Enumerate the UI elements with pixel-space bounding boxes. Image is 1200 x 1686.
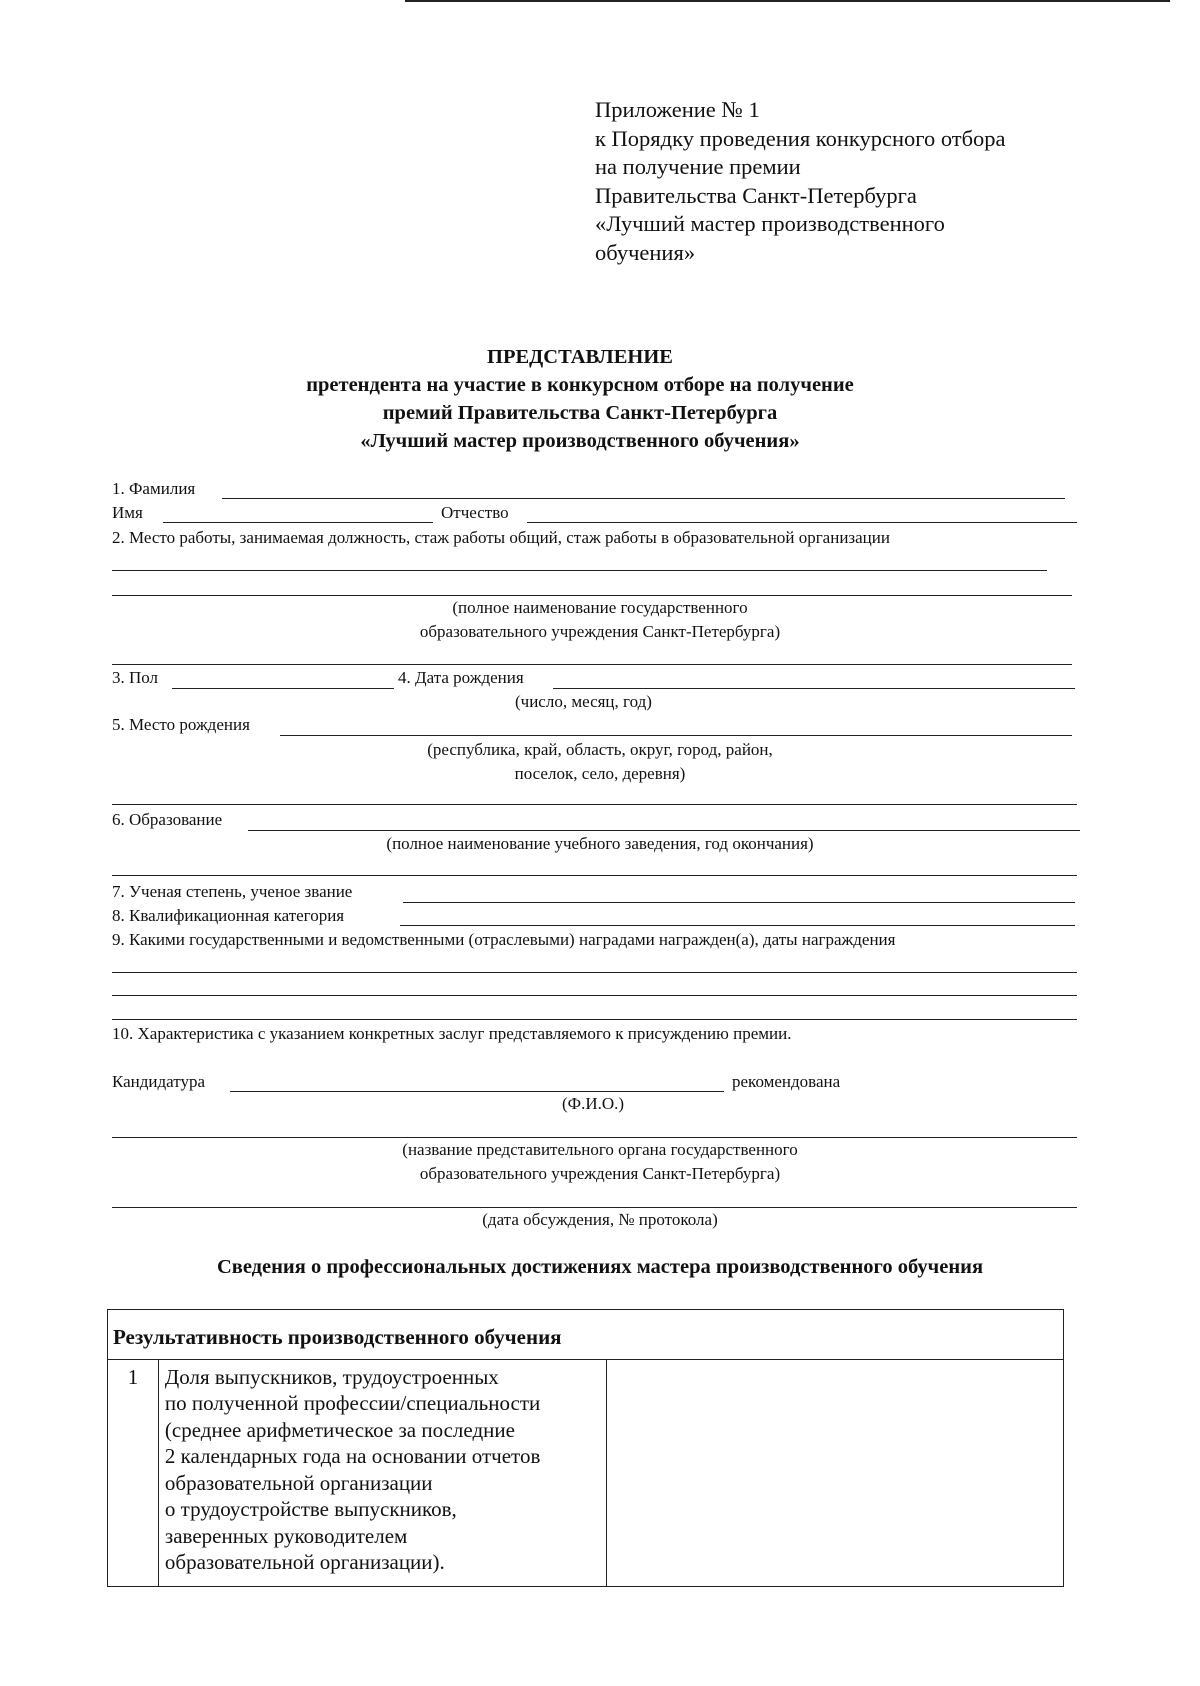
annex-line: обучения»	[595, 239, 696, 265]
birth-place-label: 5. Место рождения	[112, 715, 250, 734]
row-description-line: о трудоустройстве выпускников,	[164, 1497, 457, 1521]
achievements-table	[107, 1309, 1064, 1587]
birth-place-field-line[interactable]	[112, 804, 1077, 805]
annex-heading	[595, 96, 1006, 267]
birth-date-field[interactable]	[553, 688, 1075, 689]
surname-label: 1. Фамилия	[112, 479, 196, 498]
degree-field[interactable]	[403, 902, 1075, 903]
annex-line: на получение премии	[595, 154, 801, 179]
top-border-rule	[405, 0, 1170, 2]
body-caption: (название представительного органа государственного	[402, 1140, 798, 1159]
date-caption: (дата обсуждения, № протокола)	[482, 1210, 718, 1229]
name-label: Имя	[112, 503, 143, 522]
awards-field-line[interactable]	[112, 972, 1077, 973]
row-description-line: образовательной организации	[164, 1470, 433, 1495]
name-field[interactable]	[163, 522, 433, 523]
workplace-field-line[interactable]	[112, 664, 1072, 665]
sex-label: 3. Пол	[112, 668, 159, 687]
education-caption: (полное наименование учебного заведения, год окончания)	[386, 834, 814, 853]
fio-caption: (Ф.И.О.)	[562, 1094, 625, 1113]
birth-place-caption: (республика, край, область, округ, город, район,	[427, 740, 773, 759]
recommended-label: рекомендована	[732, 1072, 841, 1091]
row-description-line: заверенных руководителем	[164, 1523, 408, 1548]
workplace-label: 2. Место работы, занимаемая должность, стаж работы общий, стаж работы в образовательной организации	[112, 528, 890, 547]
education-field[interactable]	[248, 830, 1080, 831]
row-description-line: по полученной профессии/специальности	[164, 1391, 541, 1415]
row-value-cell[interactable]	[606, 1359, 1063, 1586]
row-description-line: (среднее арифметическое за последние	[164, 1417, 515, 1442]
section-title: Сведения о профессиональных достижениях мастера производственного обучения	[216, 1256, 984, 1278]
degree-label: 7. Ученая степень, ученое звание	[112, 882, 353, 901]
workplace-field-line[interactable]	[112, 570, 1047, 571]
row-description	[158, 1359, 606, 1586]
category-label: 8. Квалификационная категория	[112, 906, 345, 925]
row-description-line: образовательной организации).	[164, 1550, 445, 1574]
candidacy-field[interactable]	[230, 1091, 724, 1092]
row-number: 1	[108, 1359, 159, 1586]
workplace-caption: (полное наименование государственного	[452, 598, 748, 617]
document-title: ПРЕДСТАВЛЕНИЕ	[487, 346, 673, 368]
row-description-line: 2 календарных года на основании отчетов	[164, 1444, 541, 1468]
body-caption: образовательного учреждения Санкт-Петербурга)	[419, 1164, 781, 1183]
sex-field[interactable]	[172, 688, 394, 689]
birth-date-caption: (число, месяц, год)	[515, 692, 652, 711]
surname-field[interactable]	[222, 498, 1065, 499]
annex-line: «Лучший мастер производственного	[595, 211, 945, 236]
awards-field-line[interactable]	[112, 995, 1077, 996]
document-subtitle-line: премий Правительства Санкт-Петербурга	[382, 402, 778, 424]
document-subtitle-line: претендента на участие в конкурсном отборе на получение	[306, 374, 854, 396]
awards-field-line[interactable]	[112, 1019, 1077, 1020]
education-label: 6. Образование	[112, 810, 223, 829]
awards-label: 9. Какими государственными и ведомственными (отраслевыми) наградами награжден(а), даты награждения	[112, 930, 896, 949]
birth-place-caption: поселок, село, деревня)	[514, 764, 686, 783]
annex-line: Правительства Санкт-Петербурга	[595, 182, 917, 208]
annex-line: Приложение № 1	[595, 97, 760, 122]
category-field[interactable]	[400, 925, 1075, 926]
row-description-line: Доля выпускников, трудоустроенных	[164, 1364, 499, 1389]
table-row	[108, 1359, 1064, 1586]
characteristic-label: 10. Характеристика с указанием конкретных заслуг представляемого к присуждению премии.	[112, 1024, 792, 1043]
table-header-row	[108, 1310, 1064, 1360]
candidacy-label: Кандидатура	[112, 1072, 206, 1091]
annex-line: к Порядку проведения конкурсного отбора	[595, 125, 1006, 151]
education-field-line[interactable]	[112, 875, 1077, 876]
patronymic-field[interactable]	[527, 522, 1077, 523]
workplace-caption: образовательного учреждения Санкт-Петербурга)	[419, 622, 781, 641]
birth-place-field[interactable]	[280, 735, 1072, 736]
document-subtitle-line: «Лучший мастер производственного обучения»	[360, 430, 800, 452]
birth-date-label: 4. Дата рождения	[398, 668, 524, 687]
patronymic-label: Отчество	[441, 503, 509, 522]
table-header-cell: Результативность производственного обучения	[108, 1310, 1064, 1360]
